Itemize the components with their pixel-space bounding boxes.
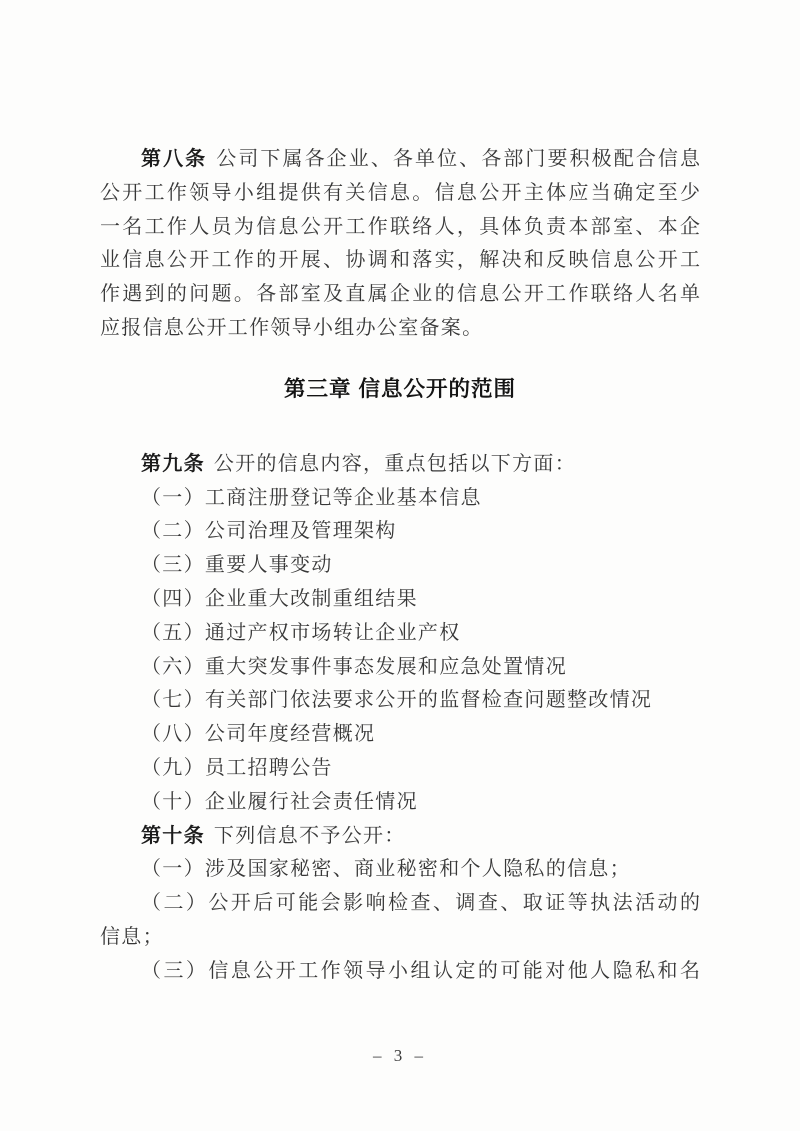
article8-line: 公开工作领导小组提供有关信息。信息公开主体应当确定至少	[100, 181, 700, 204]
article8-text: 公司下属各企业、各单位、各部门要积极配合信息	[216, 148, 700, 170]
article10-intro: 下列信息不予公开：	[213, 824, 406, 847]
list-item: （四）企业重大改制重组结果	[141, 587, 418, 610]
list-item-continuation: 信息；	[100, 925, 164, 948]
list-item: （三）信息公开工作领导小组认定的可能对他人隐私和名	[141, 959, 700, 982]
list-item: （一）涉及国家秘密、商业秘密和个人隐私的信息；	[141, 858, 631, 881]
article8-line: 业信息公开工作的开展、协调和落实，解决和反映信息公开工	[100, 249, 700, 272]
list-item: （一）工商注册登记等企业基本信息	[141, 486, 482, 509]
chapter-heading: 第三章 信息公开的范围	[284, 376, 516, 401]
article9-term: 第九条	[141, 452, 205, 475]
article10-term: 第十条	[141, 824, 205, 847]
list-item: （九）员工招聘公告	[141, 756, 333, 779]
article8-line: 应报信息公开工作领导小组办公室备案。	[100, 316, 484, 339]
article8-term: 第八条	[141, 148, 208, 170]
document-content	[100, 143, 700, 989]
article8-line: 作遇到的问题。各部室及直属企业的信息公开工作联络人名单	[100, 283, 700, 306]
list-item: （三）重要人事变动	[141, 554, 333, 577]
list-item: （五）通过产权市场转让企业产权	[141, 621, 461, 644]
article9-intro: 公开的信息内容，重点包括以下方面：	[213, 452, 577, 475]
list-item: （十）企业履行社会责任情况	[141, 790, 418, 813]
article8-line	[100, 143, 700, 177]
list-item: （七）有关部门依法要求公开的监督检查问题整改情况	[141, 689, 653, 712]
page-number: – 3 –	[373, 1046, 427, 1065]
list-item: （六）重大突发事件事态发展和应急处置情况	[141, 655, 567, 678]
article10-intro-line	[100, 820, 700, 854]
list-item: （二）公司治理及管理架构	[141, 520, 397, 543]
article8-line: 一名工作人员为信息公开工作联络人，具体负责本部室、本企	[100, 215, 700, 238]
list-item: （二）公开后可能会影响检查、调查、取证等执法活动的	[141, 892, 700, 915]
list-item: （八）公司年度经营概况	[141, 723, 376, 746]
article9-intro-line	[100, 448, 700, 482]
